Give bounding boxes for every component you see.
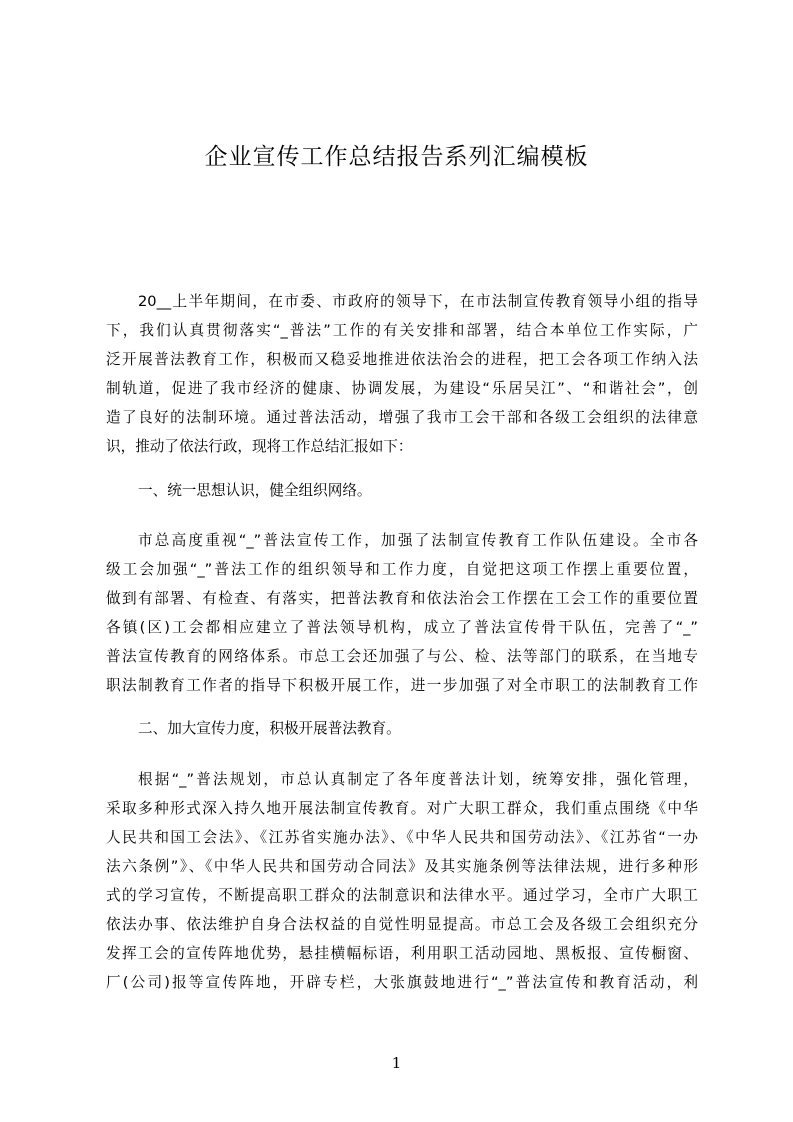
paragraph-line: 下，我们认真贯彻落实“_普法”工作的有关安排和部署，结合本单位工作实际，广 xyxy=(106,322,698,339)
document-title: 企业宣传工作总结报告系列汇编模板 xyxy=(204,144,589,170)
section-heading-1: 一、统一思想认识，健全组织网络。 xyxy=(138,482,372,499)
paragraph-line: 级工会加强“_”普法工作的组织领导和工作力度，自觉把这项工作摆上重要位置， xyxy=(106,561,698,578)
paragraph-line: 识，推动了依法行政，现将工作总结汇报如下： xyxy=(106,438,413,455)
paragraph-line: 法六条例”》、《中华人民共和国劳动合同法》及其实施条例等法律法规，进行多种形 xyxy=(106,858,698,875)
paragraph-line: 制轨道，促进了我市经济的健康、协调发展，为建设“乐居吴江”、“和谐社会”，创 xyxy=(106,380,698,397)
paragraph-line: 厂(公司)报等宣传阵地，开辟专栏，大张旗鼓地进行“_”普法宣传和教育活动，利 xyxy=(106,974,698,991)
page-number: 1 xyxy=(391,1054,402,1072)
paragraph-line: 造了良好的法制环境。通过普法活动，增强了我市工会干部和各级工会组织的法律意 xyxy=(106,409,698,426)
section-2-paragraph xyxy=(106,765,698,997)
paragraph-line: 职法制教育工作者的指导下积极开展工作，进一步加强了对全市职工的法制教育工作 xyxy=(106,677,698,694)
paragraph-line: 采取多种形式深入持久地开展法制宣传教育。对广大职工群众，我们重点围绕《中华 xyxy=(106,800,698,817)
paragraph-line: 各镇(区)工会都相应建立了普法领导机构，成立了普法宣传骨干队伍，完善了“_” xyxy=(106,619,698,636)
paragraph-line: 式的学习宣传，不断提高职工群众的法制意识和法律水平。通过学习，全市广大职工 xyxy=(106,887,698,904)
paragraph-line: 人民共和国工会法》、《江苏省实施办法》、《中华人民共和国劳动法》、《江苏省“一办 xyxy=(106,829,698,846)
paragraph-line: 发挥工会的宣传阵地优势，悬挂横幅标语，利用职工活动园地、黑板报、宣传橱窗、 xyxy=(106,945,698,962)
paragraph-line: 普法宣传教育的网络体系。市总工会还加强了与公、检、法等部门的联系，在当地专 xyxy=(106,648,698,665)
paragraph-line: 20__上半年期间，在市委、市政府的领导下，在市法制宣传教育领导小组的指导 xyxy=(138,293,698,310)
paragraph-line: 依法办事、依法维护自身合法权益的自觉性明显提高。市总工会及各级工会组织充分 xyxy=(106,916,698,933)
intro-paragraph xyxy=(106,287,698,461)
section-heading-2: 二、加大宣传力度，积极开展普法教育。 xyxy=(138,720,401,737)
paragraph-line: 泛开展普法教育工作，积极而又稳妥地推进依法治会的进程，把工会各项工作纳入法 xyxy=(106,351,698,368)
paragraph-line: 根据“_”普法规划，市总认真制定了各年度普法计划，统筹安排，强化管理， xyxy=(138,771,698,788)
paragraph-line: 市总高度重视“_”普法宣传工作，加强了法制宣传教育工作队伍建设。全市各 xyxy=(138,532,698,549)
section-1-paragraph xyxy=(106,526,698,700)
paragraph-line: 做到有部署、有检查、有落实，把普法教育和依法治会工作摆在工会工作的重要位置 xyxy=(106,590,698,607)
